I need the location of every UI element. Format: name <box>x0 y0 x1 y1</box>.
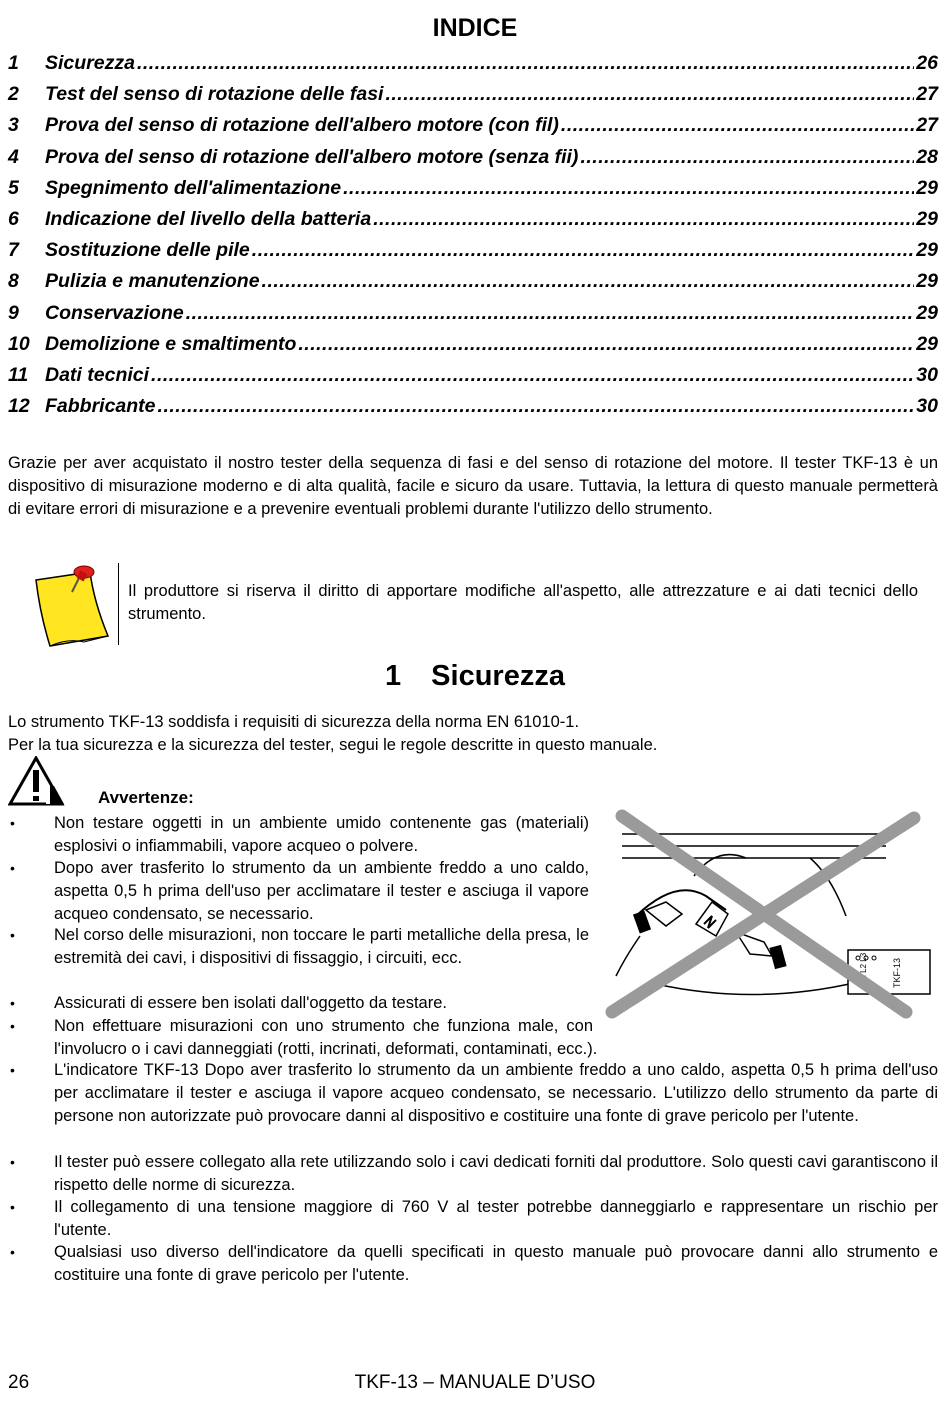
note-text: Il produttore si riserva il diritto di apportare modifiche all'aspetto, alle attrezzature e ai dati tecnici dello strumento. <box>128 582 918 623</box>
toc-page: 27 <box>916 83 938 106</box>
toc-number: 3 <box>8 114 19 137</box>
toc-page: 27 <box>916 114 938 137</box>
toc-number: 11 <box>8 363 29 386</box>
toc-entry[interactable] <box>8 364 938 395</box>
toc-leader <box>262 270 915 293</box>
toc-number: 5 <box>8 176 19 199</box>
toc-title: Spegnimento dell'alimentazione <box>45 176 342 199</box>
toc-title: Prova del senso di rotazione dell'albero motore (con fil) <box>45 114 559 137</box>
toc-number: 6 <box>8 207 19 230</box>
figure-device-label: TKF-13 <box>892 957 902 988</box>
toc-leader <box>252 239 915 262</box>
bullet-text <box>54 1015 938 1061</box>
section-heading <box>0 660 950 693</box>
warning-bullet-wrapped <box>8 1015 938 1061</box>
warning-triangle-icon <box>8 756 66 806</box>
toc-title: Prova del senso di rotazione dell'albero motore (senza fii) <box>45 145 579 168</box>
toc-leader <box>137 52 914 75</box>
warning-bullet <box>8 1059 938 1127</box>
toc-leader <box>151 364 914 387</box>
toc-number: 9 <box>8 301 19 324</box>
footer-title: TKF-13 – MANUALE D’USO <box>354 1372 596 1393</box>
toc-page: 29 <box>916 301 938 324</box>
toc-title: Test del senso di rotazione delle fasi <box>45 83 384 106</box>
warning-bullet <box>8 812 938 858</box>
bullet-text: Il tester può essere collegato alla rete utilizzando solo i cavi dedicati forniti dal produttore. Solo questi cavi garantiscono il rispetto delle norme di sicurezza. <box>54 1153 938 1194</box>
toc-page: 30 <box>916 363 938 386</box>
warning-bullet <box>8 924 938 970</box>
toc-page: 28 <box>916 145 938 168</box>
toc-entry[interactable] <box>8 114 938 145</box>
bullet-text: Il collegamento di una tensione maggiore di 760 V al tester potrebbe danneggiarlo e rappresentare un rischio per l'utente. <box>54 1198 938 1239</box>
bullet-symbol: • <box>10 1199 15 1215</box>
section-title: Sicurezza <box>431 660 565 692</box>
bullet-text: L'indicatore TKF-13 Dopo aver trasferito lo strumento da un ambiente freddo a uno caldo, aspetta 0,5 h prima dell'uso per acclimatare il tester e asciuga il vapore acqueo condensato, se necessario. L'utilizzo dello strumento da parte di persone non autorizzate può provocare danni al dispositivo e costituire una fonte di grave pericolo per l'utente. <box>54 1061 938 1125</box>
pinned-note-icon <box>28 562 118 648</box>
toc-page: 29 <box>916 332 938 355</box>
note-divider <box>118 563 119 645</box>
warning-label: Avvertenze: <box>98 788 194 807</box>
warning-bullet <box>8 1241 938 1287</box>
page-title: INDICE <box>432 14 518 42</box>
bullet-symbol: • <box>10 1154 15 1170</box>
bullet-symbol: • <box>10 1244 15 1260</box>
toc-title: Dati tecnici <box>45 363 150 386</box>
bullet-symbol: • <box>10 1018 15 1034</box>
toc-title: Conservazione <box>45 301 184 324</box>
toc-page: 29 <box>916 270 938 293</box>
toc-page: 26 <box>916 52 938 74</box>
bullet-text: Dopo aver trasferito lo strumento da un ambiente freddo a uno caldo, aspetta 0,5 h prima dell'uso per acclimatare il tester e asciuga il vapore acqueo condensato, se necessario. <box>54 859 589 923</box>
toc-entry[interactable] <box>8 146 938 177</box>
toc-entry[interactable] <box>8 83 938 114</box>
toc-title: Indicazione del livello della batteria <box>45 207 372 230</box>
toc-leader <box>385 83 914 106</box>
table-of-contents <box>8 52 938 426</box>
wrap-spacer <box>593 1015 938 1038</box>
bullet-symbol: • <box>10 1062 15 1078</box>
section-number: 1 <box>385 660 402 692</box>
toc-entry[interactable] <box>8 270 938 301</box>
toc-leader <box>580 146 914 169</box>
bullet-text: Qualsiasi uso diverso dell'indicatore da quelli specificati in questo manuale può provocare danni allo strumento e costituire una fonte di grave pericolo per l'utente. <box>54 1243 938 1284</box>
bullet-text: Non testare oggetti in un ambiente umido contenente gas (materiali) esplosivi o infiammabili, vapore acqueo o polvere. <box>54 814 589 855</box>
safety-standard-text: Lo strumento TKF-13 soddisfa i requisiti di sicurezza della norma EN 61010-1. <box>8 713 580 731</box>
bullet-text: Nel corso delle misurazioni, non toccare le parti metalliche della presa, le estremità dei cavi, i dispositivi di fissaggio, i circuiti, ecc. <box>54 926 589 967</box>
toc-entry[interactable] <box>8 333 938 364</box>
toc-leader <box>298 333 914 356</box>
warning-bullet <box>8 1196 938 1242</box>
toc-title: Demolizione e smaltimento <box>45 332 297 355</box>
toc-leader <box>343 177 914 200</box>
toc-title: Pulizia e manutenzione <box>45 270 260 293</box>
safety-rules-text: Per la tua sicurezza e la sicurezza del tester, segui le regole descritte in questo manuale. <box>8 736 658 754</box>
toc-number: 10 <box>8 332 30 355</box>
bullet-symbol: • <box>10 860 15 876</box>
toc-leader <box>561 114 914 137</box>
bullet-text-content: Non effettuare misurazioni con uno strumento che funziona male, con l'involucro o i cavi danneggiati (rotti, incrinati, deformati, contaminati, ecc.). <box>54 1017 598 1058</box>
toc-leader <box>373 208 914 231</box>
toc-entry[interactable] <box>8 208 938 239</box>
warning-bullet <box>8 1151 938 1197</box>
warning-bullet <box>8 992 938 1015</box>
intro-paragraph: Grazie per aver acquistato il nostro tester della sequenza di fasi e del senso di rotazione del motore. Il tester TKF-13 è un dispositivo di misurazione moderno e di alta qualità, facile e sicuro da usare. Tuttavia, la lettura di questo manuale permetterà di evitare errori di misurazione e a prevenire eventuali problemi durante l'utilizzo dello strumento. <box>8 454 938 518</box>
toc-entry[interactable] <box>8 52 938 83</box>
bullet-symbol: • <box>10 815 15 831</box>
toc-entry[interactable] <box>8 239 938 270</box>
toc-title: Fabbricante <box>45 395 156 418</box>
toc-leader <box>158 395 915 418</box>
toc-title: Sostituzione delle pile <box>45 239 250 262</box>
toc-number: 7 <box>8 239 19 262</box>
toc-entry[interactable] <box>8 177 938 208</box>
figure-lead-labels: L1 L2 L3 <box>859 952 868 984</box>
bullet-symbol: • <box>10 995 15 1011</box>
bullet-text: Assicurati di essere ben isolati dall'oggetto da testare. <box>54 994 447 1012</box>
toc-entry[interactable] <box>8 395 938 426</box>
warning-bullet <box>8 857 938 925</box>
toc-page: 29 <box>916 239 938 262</box>
toc-number: 8 <box>8 270 19 293</box>
footer-page-number: 26 <box>8 1372 30 1393</box>
toc-leader <box>186 302 915 325</box>
toc-number: 2 <box>8 83 19 106</box>
toc-page: 29 <box>916 207 938 230</box>
toc-page: 29 <box>916 176 938 199</box>
bullet-symbol: • <box>10 927 15 943</box>
toc-page: 30 <box>916 395 938 418</box>
toc-title: Sicurezza <box>45 52 135 74</box>
toc-number: 1 <box>8 52 19 74</box>
toc-entry[interactable] <box>8 302 938 333</box>
toc-number: 12 <box>8 395 30 418</box>
toc-number: 4 <box>8 145 19 168</box>
